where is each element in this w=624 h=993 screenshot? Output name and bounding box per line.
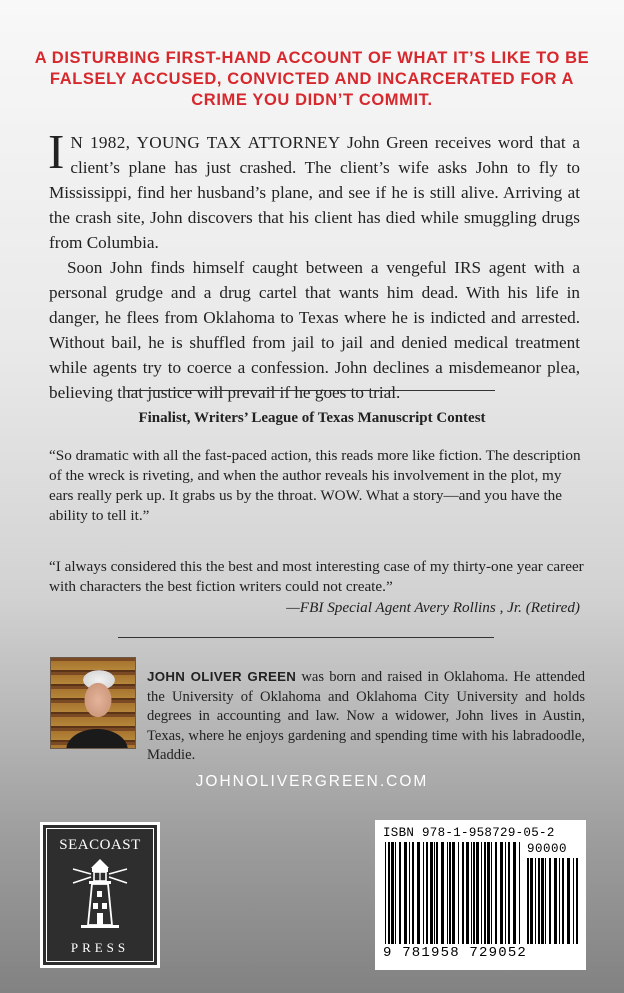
- barcode-digits: 9 781958 729052: [383, 945, 528, 961]
- author-bio: [147, 667, 585, 766]
- isbn-label: ISBN 978-1-958729-05-2: [383, 826, 555, 840]
- author-photo: [50, 657, 136, 749]
- lead-in-caps: N 1982, YOUNG TAX ATTORNEY: [70, 133, 341, 152]
- publisher-name-top: SEACOAST: [59, 837, 141, 853]
- author-name: JOHN OLIVER GREEN: [147, 669, 297, 684]
- synopsis-p1-text: John Green receives word that a client’s plane has just crashed. The client’s wife asks John to fly to Mississippi, find her husband’s plane, and see if he is still alive. Arriving at the crash site, John discovers that his client has died while smuggling drugs from Columbia.: [49, 133, 580, 252]
- author-bio-text: was born and raised in Oklahoma. He attended the University of Oklahoma and Oklahoma City University and holds degrees in accounting and law. Now a widower, John lives in Austin, Texas, where he enjoys gardening and spending time with his labradoodle, Maddie.: [147, 669, 585, 764]
- tagline: A DISTURBING FIRST-HAND ACCOUNT OF WHAT IT’S LIKE TO BE FALSELY ACCUSED, CONVICTED AND INCARCERATED FOR A CRIME YOU DIDN’T COMMIT.: [34, 49, 590, 109]
- award-line: Finalist, Writers’ League of Texas Manuscript Contest: [138, 410, 486, 426]
- isbn-barcode: [375, 820, 586, 970]
- synopsis-paragraph-1: [48, 124, 580, 255]
- review-quote-2: “I always considered this the best and most interesting case of my thirty-one year career with characters the best fiction writers could not create.”: [49, 558, 584, 595]
- review-quote-1: “So dramatic with all the fast-paced action, this reads more like fiction. The description of the wreck is riveting, and when the author reveals his involvement in the plot, my ears really perk up. It grabs us by the throat. WOW. What a story—and you have the ability to tell it.”: [49, 447, 581, 524]
- divider-bottom: [118, 637, 494, 638]
- price-code: 90000: [527, 842, 568, 856]
- publisher-name-bottom: PRESS: [70, 940, 130, 955]
- publisher-logo: [40, 822, 160, 968]
- dropcap: I: [48, 124, 65, 179]
- quote-attribution: —FBI Special Agent Avery Rollins , Jr. (Retired): [286, 599, 580, 616]
- lighthouse-icon: [71, 859, 129, 931]
- synopsis-paragraph-2: Soon John finds himself caught between a vengeful IRS agent with a personal grudge and a drug cartel that wants him dead. With his life in danger, he flees from Oklahoma to Texas where he is indicted and arrested. Without bail, he is shuffled from jail to jail and denied medical treatment while agents try to coerce a confession. John declines a misdemeanor plea, believing that justice will prevail if he goes to trial.: [49, 258, 580, 402]
- divider-top: [128, 390, 495, 391]
- synopsis: [48, 124, 580, 405]
- author-website[interactable]: JOHNOLIVERGREEN.COM: [195, 773, 429, 790]
